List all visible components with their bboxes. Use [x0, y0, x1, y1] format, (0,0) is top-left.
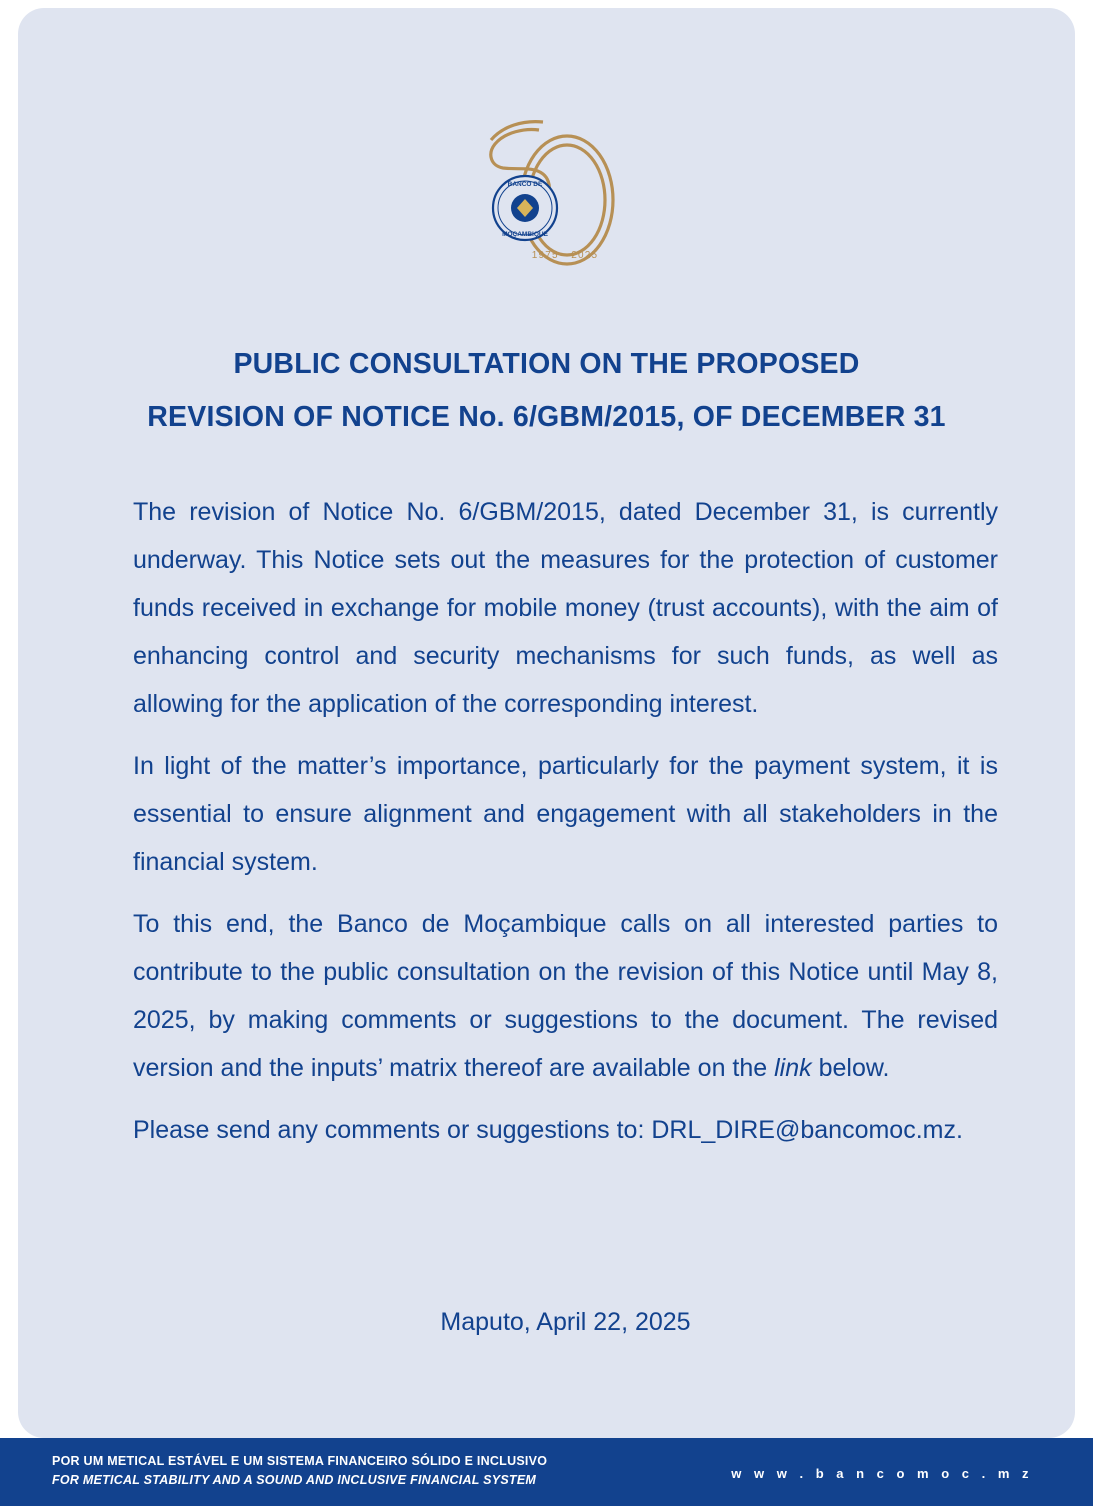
footer-slogan-en: FOR METICAL STABILITY AND A SOUND AND INCLUSIVE FINANCIAL SYSTEM	[52, 1473, 537, 1488]
paragraph-3	[133, 900, 998, 1092]
svg-text:BANCO DE: BANCO DE	[507, 181, 542, 188]
paragraph-2: In light of the matter’s importance, particularly for the payment system, it is essential to ensure alignment and engagement with all stakeholders in the financial system.	[133, 752, 998, 876]
bank-anniversary-logo-icon	[447, 108, 647, 283]
body-text	[133, 488, 998, 1168]
footer-website[interactable]: w w w . b a n c o m o c . m z	[731, 1466, 1033, 1481]
title-line-2: REVISION OF NOTICE No. 6/GBM/2015, OF DECEMBER 31	[147, 400, 946, 433]
signature-line: Maputo, April 22, 2025	[440, 1308, 691, 1336]
paragraph-3-part-1: To this end, the Banco de Moçambique calls on all interested parties to contribute to the public consultation on the revision of this Notice until May 8, 2025, by making comments or suggestions to the document. The revised version and the inputs’ matrix thereof are available on the	[133, 910, 998, 1082]
paragraph-4: Please send any comments or suggestions to: DRL_DIRE@bancomoc.mz.	[133, 1116, 963, 1144]
link-word[interactable]: link	[774, 1054, 812, 1082]
title-line-1: PUBLIC CONSULTATION ON THE PROPOSED	[233, 348, 860, 380]
footer-bar	[0, 1438, 1093, 1506]
footer-slogan-pt: POR UM METICAL ESTÁVEL E UM SISTEMA FINANCEIRO SÓLIDO E INCLUSIVO	[52, 1454, 548, 1468]
paragraph-1: The revision of Notice No. 6/GBM/2015, dated December 31, is currently underway. This Notice sets out the measures for the protection of customer funds received in exchange for mobile money (trust accounts), with the aim of enhancing control and security mechanisms for such funds, as well as allowing for the application of the corresponding interest.	[133, 498, 998, 718]
logo-container	[18, 103, 1075, 288]
poster-card	[18, 8, 1075, 1438]
page-title	[78, 338, 1015, 443]
footer-slogan	[52, 1452, 547, 1491]
svg-text:1975 - 2025: 1975 - 2025	[531, 250, 598, 261]
svg-text:MOÇAMBIQUE: MOÇAMBIQUE	[501, 231, 548, 238]
paragraph-3-part-2: below.	[811, 1054, 890, 1082]
